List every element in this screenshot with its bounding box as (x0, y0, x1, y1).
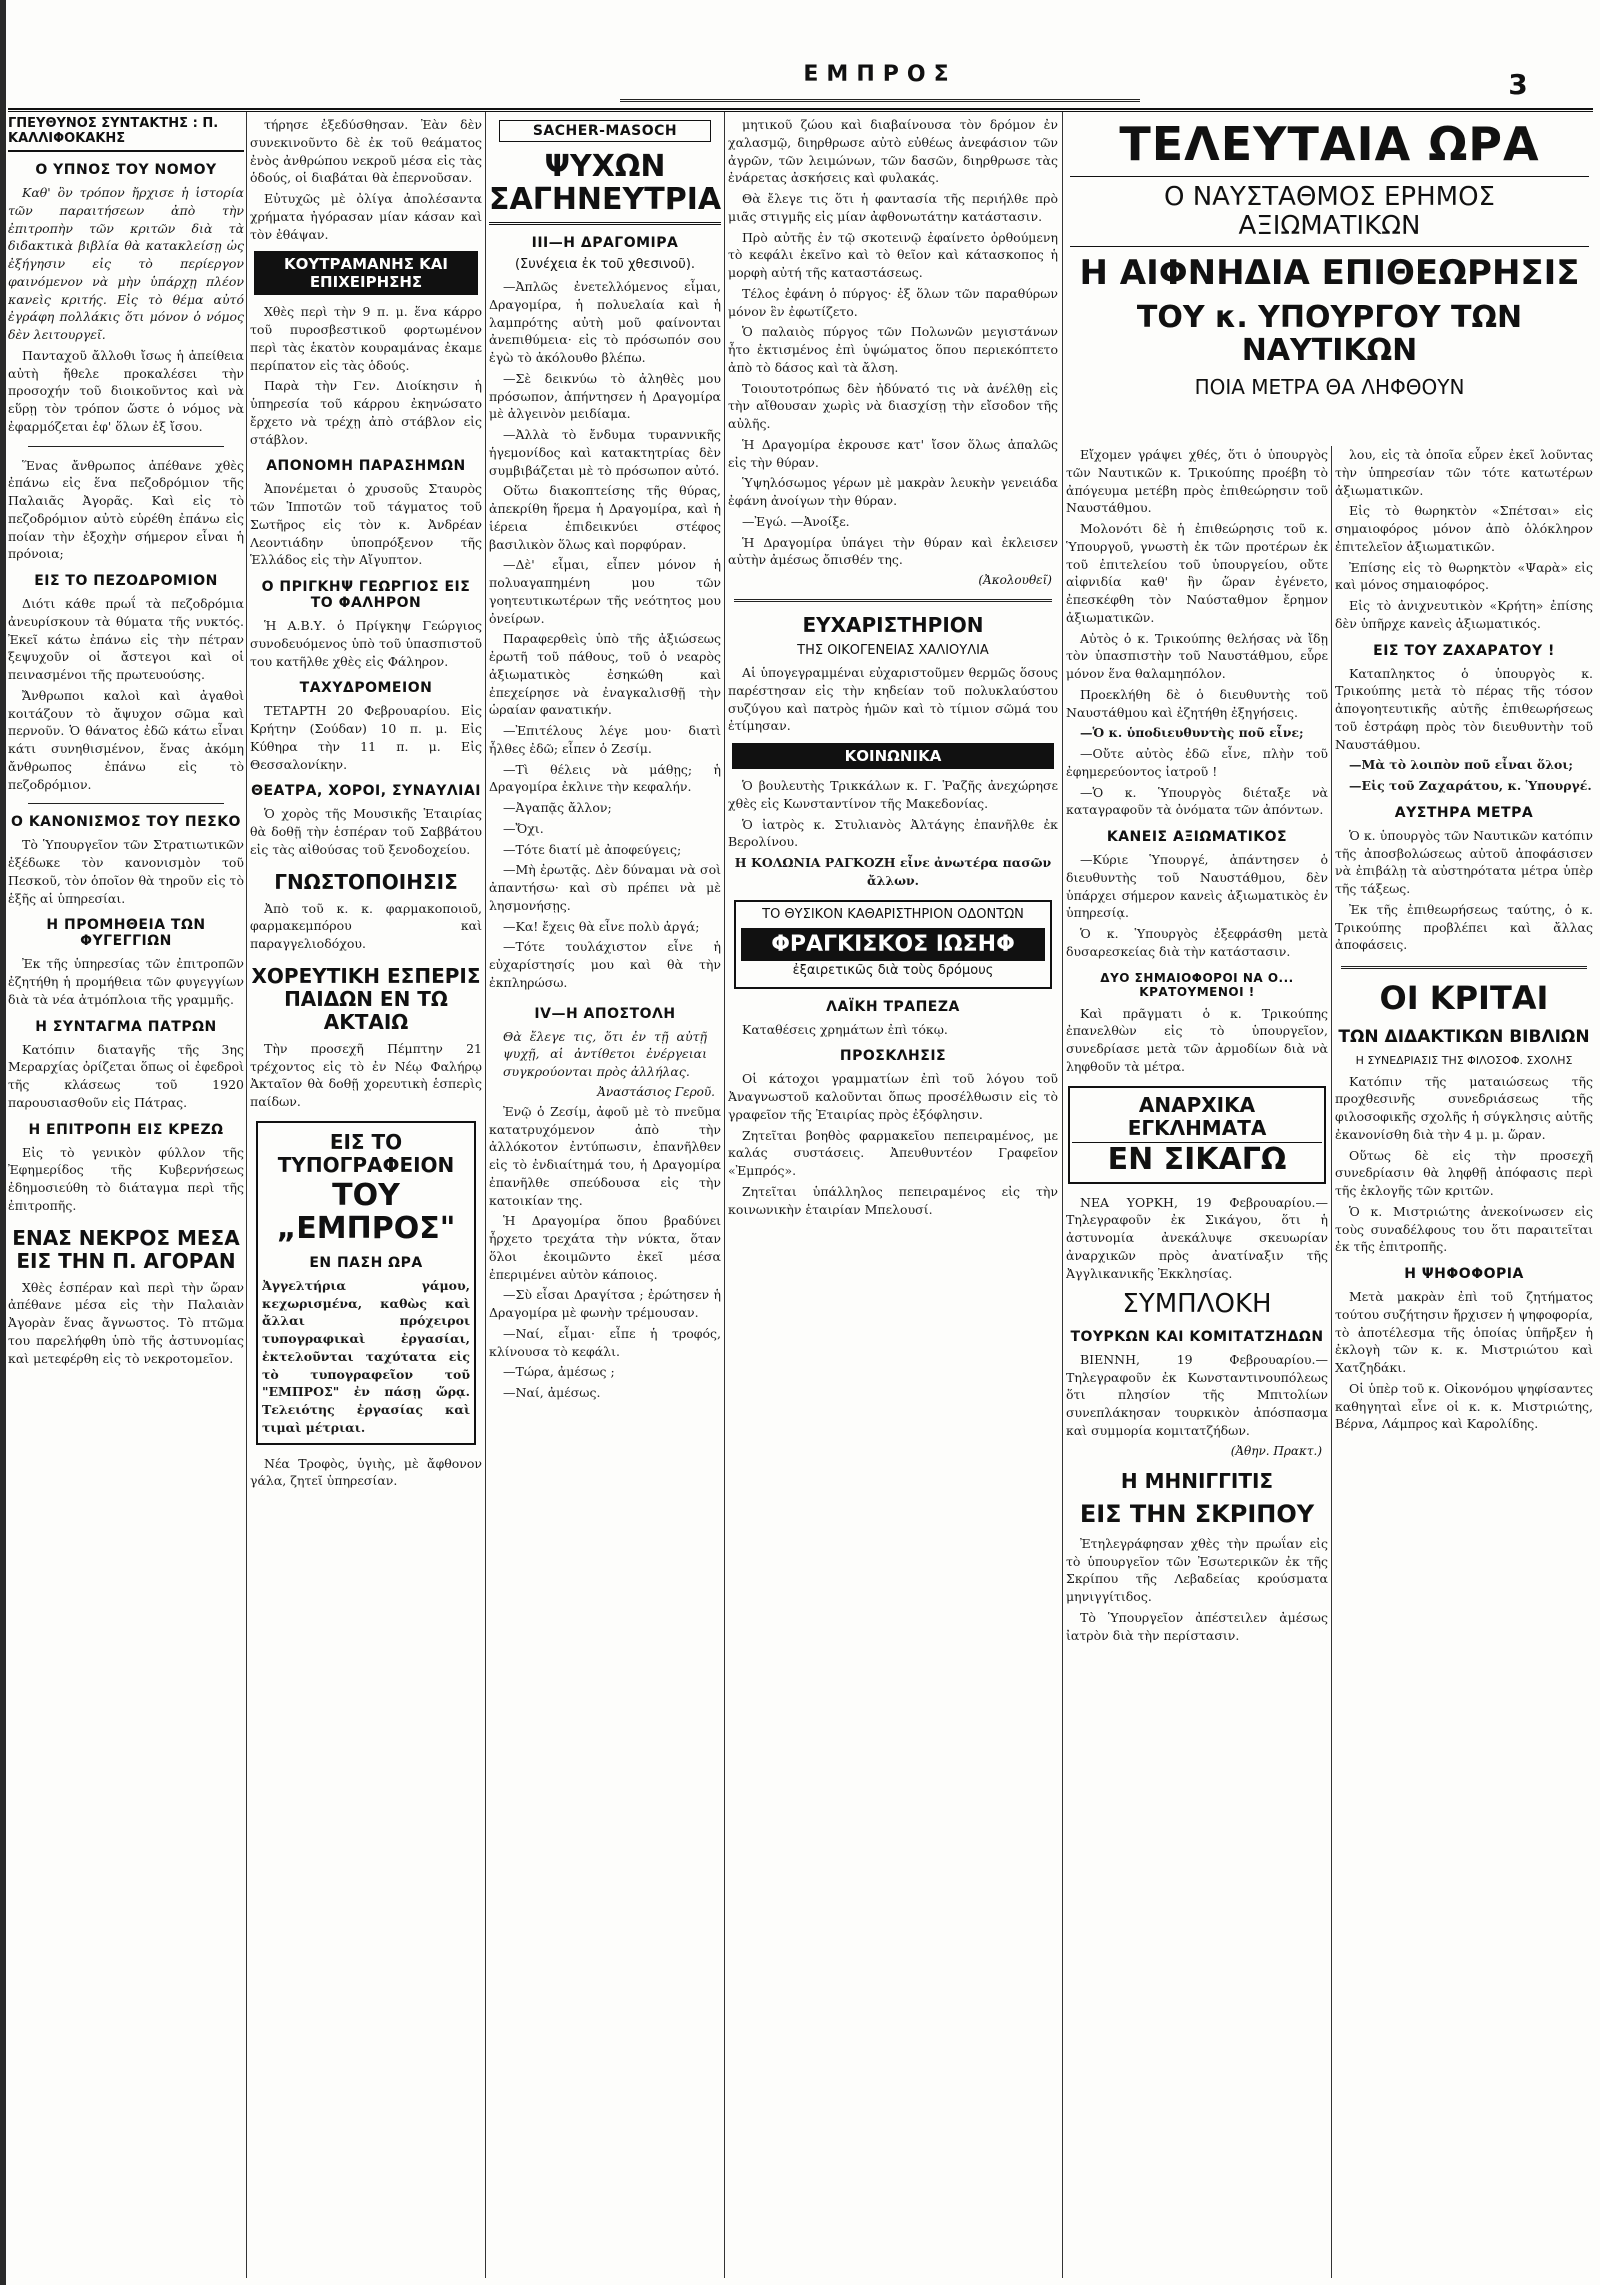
serial-paragraph: —Ναί, εἶμαι· εἶπε ἡ τροφός, κλίνουσα τὸ κεφάλι. (489, 1325, 721, 1359)
serial-paragraph: Θὰ ἔλεγε τις ὅτι ἡ φαντασία τῆς περιήλθε πρὸ μιᾶς στιγμῆς εἰς μίαν ἀφθονωτάτην κατάστασιν. (728, 191, 1058, 224)
article-paragraph: Πανταχοῦ ἄλλοθι ἴσως ἡ ἀπείθεια αὐτὴ ἤθελε προκαλέσει τὴν προσοχήν τοῦ διοικοῦντος καὶ νὰ εὕρῃ τὸν τρόπον ὥστε ὁ νόμος νὰ ἐφαρμόζεται ἐφ' ὅλων ἐξ ἴσου. (8, 347, 244, 434)
ad-headline: ΕΝ ΠΑΣΗ ΩΡΑ (309, 1254, 423, 1271)
article-headline: ΟΙ ΚΡΙΤΑΙ (1379, 979, 1549, 1017)
column-rule (1331, 446, 1332, 2278)
ad-headline: ΕΙΣ ΤΟ ΤΥΠΟΓΡΑΦΕΙΟΝ (277, 1129, 455, 1177)
serial-paragraph: —Τότε διατί μὲ ἀποφεύγεις; (503, 841, 682, 857)
article-title: ΤΑΧΥΔΡΟΜΕΙΟΝ (299, 680, 433, 697)
section-title: ΚΟΙΝΩΝΙΚΑ (732, 743, 1054, 769)
ad-toptext: ΤΟ ΘΥΣΙΚΟΝ ΚΑΘΑΡΙΣΤΗΡΙΟΝ ΟΔΟΝΤΩΝ (762, 906, 1024, 922)
serial-paragraph: —Ἐγώ. —Ἀνοίξε. (742, 513, 850, 529)
page-number: 3 (1508, 68, 1528, 101)
serial-paragraph: —Ἀλλὰ τὸ ἔνδυμα τυραννικῆς ἡγεμονίδος καὶ κατακτητρίας δὲν συμβιβάζεται μὲ τὸ πρόσωπον αὐτό. (489, 427, 721, 478)
banner-headline: ΤΕΛΕΥΤΑΙΑ ΩΡΑ (1119, 117, 1540, 171)
divider (28, 446, 224, 447)
box-headline: ΑΝΑΡΧΙΚΑ ΕΓΚΛΗΜΑΤΑ (1127, 1092, 1267, 1140)
article-headline: ΣΥΜΠΛΟΚΗ (1122, 1289, 1272, 1320)
serial-paragraph: —Ναί, ἀμέσως. (503, 1385, 601, 1400)
serial-paragraph: Τέλος ἐφάνη ὁ πύργος· ἐξ ὅλων τῶν παραθύρων μόνον ἓν ἐφωτίζετο. (728, 285, 1058, 319)
serial-paragraph: —Σὺ εἶσαι Δραγίτσα ; ἐρώτησεν ἡ Δραγομίρα μὲ φωνὴν τρέμουσαν. (489, 1287, 721, 1320)
serial-paragraph: Πρὸ αὐτῆς ἐν τῷ σκοτεινῷ ἐφαίνετο ὀρθούμενη τὸ κεφάλι ἐκεῖνο καὶ τὸ θεῖον καὶ κάτασκοπος ἡ μορφὴ αὐτή τῆς καταστάσεως. (728, 229, 1058, 280)
article-paragraph: —Εἰς τοῦ Ζαχαράτου, κ. Ὑπουργέ. (1349, 778, 1592, 793)
to-be-continued: (Ἀκολουθεῖ) (978, 573, 1052, 587)
classified-ad: Ζητεῖται ὑπάλληλος πεπειραμένος εἰς τὴν κοινωνικὴν ἑταιρίαν Μπελουσί. (728, 1183, 1058, 1217)
article-headline: ΧΟΡΕΥΤΙΚΗ ΕΣΠΕΡΙΣ ΠΑΙΔΩΝ ΕΝ ΤΩ ΑΚΤΑΙΩ (251, 963, 481, 1034)
banner-subheadline: ΠΟΙΑ ΜΕΤΡΑ ΘΑ ΛΗΦΘΟΥΝ (1194, 374, 1465, 399)
article-paragraph: Ἀπονέμεται ὁ χρυσοῦς Σταυρὸς τῶν Ἱπποτῶν τοῦ τάγματος τοῦ Σωτῆρος εἰς τὸν κ. Ἀνδρέαν Λεοντιάδην ὑποπρόξενον τῆς Ἑλλάδος εἰς τὴν Αἴγυπτον. (250, 481, 482, 568)
article-title: Η ΣΥΝΤΑΓΜΑ ΠΑΤΡΩΝ (35, 1018, 217, 1035)
classified-ad: Νέα Τροφὸς, ὑγιὴς, μὲ ἄφθονον γάλα, ζητεῖ ὑπηρεσίαν. (250, 1455, 482, 1489)
notice-paragraph: Καταθέσεις χρημάτων ἐπὶ τόκῳ. (742, 1021, 948, 1037)
article-paragraph: —Οὔτε αὐτὸς ἐδῶ εἶνε, πλὴν τοῦ ἐφημερεύοντος ἰατροῦ ! (1066, 746, 1328, 779)
ad-slogan: Η ΚΟΛΩΝΙΑ ΡΑΓΚΟΖΗ εἶνε ἀνωτέρα πασῶν ἄλλων. (734, 855, 1052, 888)
article-paragraph: Ἐπίσης εἰς τὸ θωρηκτὸν «Ψαρὰ» εἰς καὶ μόνος σημαιοφόρος. (1335, 559, 1593, 593)
article-paragraph: Χθὲς ἑσπέραν καὶ περὶ τὴν ὥραν ἀπέθανε μέσα εἰς τὴν Παλαιὰν Ἀγορὰν ἕνας ἄγνωστος. Τὸ πτῶμα του παρελήφθη ὑπὸ τῆς ἀστυνομίας καὶ μετεφέρθη εἰς τὸ νεκροτομεῖον. (8, 1279, 244, 1366)
notice-subtitle: ΤΗΣ ΟΙΚΟΓΕΝΕΙΑΣ ΧΑΛΙΟΥΛΙΑ (797, 643, 989, 658)
serial-title: ΨΥΧΩΝ ΣΑΓΗΝΕΥΤΡΙΑ (489, 150, 721, 225)
serial-paragraph: —Ἐπιτέλους λέγε μου· διατὶ ἦλθες ἐδῶ; εἶπεν ὁ Ζεσίμ. (489, 723, 721, 756)
epigraph: Θὰ ἔλεγε τις, ὅτι ἐν τῇ αὐτῇ ψυχῇ, αἱ ἀντίθετοι ἐνέργειαι συγκρούονται πρὸς ἀλλήλας. (503, 1028, 707, 1079)
advertisement-box (256, 1121, 476, 1445)
article-paragraph: Προεκλήθη δὲ ὁ διευθυντὴς τοῦ Ναυστάθμου καὶ ἐζητήθη ἐξηγήσεις. (1066, 686, 1328, 720)
article-title: Ο ΚΑΝΟΝΙΣΜΟΣ ΤΟΥ ΠΕΣΚΟ (11, 814, 241, 831)
serial-paragraph: Ἡ Δραγομίρα ὑπάγει τὴν θύραν καὶ ἐκλεισεν αὐτὴν ἀμέσως ὄπισθέν της. (728, 534, 1058, 568)
column-rule (724, 112, 725, 2278)
article-title: Ο ΥΠΝΟΣ ΤΟΥ ΝΟΜΟΥ (35, 162, 217, 178)
page-binding-edge (0, 0, 6, 2285)
serial-paragraph: Ἡ Δραγομίρα ἐκρουσε κατ' ἴσον ὅλως ἀπαλῶς εἰς τὴν θύραν. (728, 436, 1058, 470)
divider (734, 599, 1052, 602)
column-rule (1062, 112, 1063, 2278)
social-paragraph: Ὁ βουλευτὴς Τρικκάλων κ. Γ. Ῥαζῆς ἀνεχώρησε χθὲς εἰς Κωνσταντίνον τῆς Μακεδονίας. (728, 778, 1058, 811)
article-subtitle: ΕΙΣ ΤΟ ΠΕΖΟΔΡΟΜΙΟΝ (34, 573, 218, 589)
column-2 (250, 116, 482, 2276)
article-paragraph: Τὸ Ὑπουργεῖον ἀπέστειλεν ἀμέσως ἰατρὸν διὰ τὴν περίστασιν. (1066, 1609, 1328, 1643)
divider (28, 803, 224, 804)
article-subtitle: ΔΥΟ ΣΗΜΑΙΟΦΟΡΟΙ ΝΑ Ο... ΚΡΑΤΟΥΜΕΝΟΙ ! (1100, 970, 1294, 999)
article-paragraph: Εἰς τὸ ἀνιχνευτικὸν «Κρήτη» ἐπίσης δὲν ὑπῆρχε κανεὶς ἀξιωματικός. (1335, 598, 1593, 631)
article-paragraph: Καταπληκτος ὁ ὑπουργὸς κ. Τρικούπης μετὰ τὸ πέρας τῆς τόσον ἀπογοητευτικῆς αὐτῆς ἐπιθεωρήσεως τοῦ ἐστράφη πρὸς τὸν διευθυντὴν τοῦ Ναυστάθμου. (1335, 665, 1593, 752)
notice-paragraph: Αἱ ὑπογεγραμμέναι εὐχαριστοῦμεν θερμῶς ὅσους παρέστησαν εἰς τὴν κηδείαν τοῦ πολυκλαύστου συζύγου καὶ πατρὸς ἡμῶν καὶ τὸ τίμιον σῶμά του ἐτίμησαν. (728, 665, 1058, 734)
article-paragraph: Τὴν προσεχῆ Πέμπτην 21 τρέχοντος εἰς τὸ ἐν Νέῳ Φαλήρῳ Ἀκταῖον θὰ δοθῇ χορευτικὴ ἑσπερὶς παίδων. (250, 1040, 482, 1109)
epigraph-signature: Ἀναστάσιος Γεροῦ. (597, 1084, 715, 1099)
serial-paragraph: μητικοῦ ζώου καὶ διαβαίνουσα τὸν δρόμον ἐν χαλασμῷ, διηρθρωσε αὐτὸ εὐθέως ἀνεφάσιον τῶν ἀγρῶν, τῶν λειμώνων, τῶν δασῶν, διηρθρωσε τὰς ἐνάρετας ἀσκήσεις καὶ φυλακάς. (728, 117, 1058, 186)
article-paragraph: Ἀπὸ τοῦ κ. κ. φαρμακοποιοῦ, φαρμακεμπόρου καὶ παραγγελιοδόχου. (250, 900, 482, 951)
social-paragraph: Ὁ ἰατρὸς κ. Στυλιανὸς Ἀλτάγης ἐπανῆλθε ἐκ Βερολίνου. (728, 816, 1058, 850)
article-paragraph: Τὸ Ὑπουργεῖον τῶν Στρατιωτικῶν ἐξέδωκε τὸν κανονισμὸν τοῦ Πεσκοῦ, τὸν ὁποῖον θὰ τηροῦν εἰς τὸ ἑξῆς αἱ ὑπηρεσίαι. (8, 837, 244, 906)
banner-subheadline: Η ΑΙΦΝΗΔΙΑ ΕΠΙΘΕΩΡΗΣΙΣ (1079, 253, 1580, 294)
article-paragraph: Εἰς τὸ θωρηκτὸν «Σπέτσαι» εἰς σημαιοφόρος μόνον ἀπὸ ὁλόκληρον ἐπιτελεῖον ἀξιωματικῶν. (1335, 503, 1593, 554)
article-paragraph: Οἱ ὑπὲρ τοῦ κ. Οἰκονόμου ψηφίσαντες καθηγηταὶ εἶνε οἱ κ. κ. Μιστριώτης, Βέρνα, Λάμπρος καὶ Καρολίδης. (1335, 1380, 1593, 1432)
article-paragraph: Διότι κάθε πρωΐ τὰ πεζοδρόμια ἀνευρίσκουν τὰ θύματα τῆς νυκτός. Ἐκεῖ κάτω ἐπάνω εἰς τὴν πέτραν ξεψυχοῦν οἱ ἄστεγοι καὶ οἱ πεινασμένοι τῆς πρωτευούσης. (8, 596, 244, 682)
source-note: (Ἀθην. Πρακτ.) (1230, 1443, 1322, 1458)
article-subheadline: Η ΣΥΝΕΔΡΙΑΣΙΣ ΤΗΣ ΦΙΛΟΣΟΦ. ΣΧΟΛΗΣ (1355, 1053, 1573, 1067)
article-subtitle: ΤΟΥΡΚΩΝ ΚΑΙ ΚΟΜΙΤΑΤΖΗΔΩΝ (1070, 1328, 1324, 1345)
article-paragraph: Ὁ κ. Ὑπουργὸς ἐξεφράσθη μετὰ δυσαρεσκείας διὰ τὴν κατάστασιν. (1066, 926, 1328, 959)
section-title: ΛΑΪΚΗ ΤΡΑΠΕΖΑ (826, 998, 960, 1015)
column-rule (246, 112, 247, 2278)
lead-story-banner (1066, 116, 1593, 446)
column-rule (485, 112, 486, 2278)
article-paragraph: Παρὰ τὴν Γεν. Διοίκησιν ἡ ὑπηρεσία τοῦ κάρρου ἐκηνώσατο ἔρχετο νὰ τρέχῃ ἀπὸ στάβλον εἰς στάβλον. (250, 378, 482, 447)
serial-paragraph: —Κα! ἔχεις θὰ εἶνε πολὺ ἀργά; (503, 918, 700, 934)
article-subtitle: ΕΙΣ ΤΟΥ ΖΑΧΑΡΑΤΟΥ ! (1373, 642, 1555, 659)
article-title: Η ΠΡΟΜΗΘΕΙΑ ΤΩΝ ΦΥΓΕΓΓΙΩΝ (46, 917, 206, 950)
article-paragraph: Ὁ κ. Μιστριώτης ἀνεκοίνωσεν εἰς τοὺς συναδέλφους του ὅτι παραιτεῖται ἐκ τῆς ἐπιτροπῆς. (1335, 1203, 1593, 1255)
article-subtitle: ΚΑΝΕΙΣ ΑΞΙΩΜΑΤΙΚΟΣ (1106, 829, 1288, 845)
article-paragraph: τήρησε ἐξεδύσθησαν. Ἐὰν δὲν συνεκινοῦντο δὲ ἐκ τοῦ θεάματος ἐνὸς ἀνθρώπου νεκροῦ μέσα εἰς τὰς ὁδούς, οἱ διαβάται θὰ ἐπερνοῦσαν. (250, 117, 482, 186)
serial-paragraph: —Τότε τουλάχιστον εἶνε ἡ εὐχαρίστησίς μου καὶ θὰ τὴν ἐκπληρώσω. (489, 939, 721, 990)
column-3 (489, 116, 721, 2276)
continuation-note: (Συνέχεια ἐκ τοῦ χθεσινοῦ). (514, 257, 696, 272)
article-paragraph: Ἕνας ἄνθρωπος ἀπέθανε χθὲς ἐπάνω εἰς ἕνα πεζοδρόμιον τῆς Παλαιᾶς Ἀγορᾶς. Καὶ εἰς τὸ πεζοδρόμιον αὐτὸ εὑρέθη ἐπάνω εἰς ποίαν τὴν ἐξοχὴν σήμερον εἶναι ἡ πρόνοια; (8, 457, 244, 562)
ad-headline: ΤΟΥ „ΕΜΠΡΟΣ" (276, 1177, 456, 1246)
article-paragraph: Αὐτὸς ὁ κ. Τρικούπης θελήσας νὰ ἴδῃ τὸν ὑπασπιστὴν τοῦ Ναυστάθμου, εὗρε μόνον ἕνα θαλαμηπόλον. (1066, 630, 1328, 681)
article-paragraph: λου, εἰς τὰ ὁποῖα εὗρεν ἐκεῖ λοῦντας τὴν ὑπηρεσίαν τῶν τότε κατωτέρων ἀξιωματικῶν. (1335, 447, 1593, 498)
article-headline: ΕΝΑΣ ΝΕΚΡΟΣ ΜΕΣΑ ΕΙΣ ΤΗΝ Π. ΑΓΟΡΑΝ (12, 1225, 240, 1273)
serial-paragraph: —Μὴ ἐρωτᾷς. Δὲν δύναμαι νὰ σοὶ ἀπαντήσω· καὶ σὺ πρέπει νὰ μὲ λησμονήσῃς. (489, 862, 721, 913)
article-paragraph: Μολονότι δὲ ἡ ἐπιθεώρησις τοῦ κ. Ὑπουργοῦ, γνωστὴ ἐκ τῶν προτέρων ἐκ τοῦ ἐπιτελείου τοῦ ὑπουργείου, οὔτε αἰφνιδία καθ' ἣν ὥραν ἐγένετο, ἐπεσκέφθη τὸν Ναύσταθμον ἔρημον ἀξιωματικῶν. (1066, 521, 1328, 625)
article-headline: Η ΜΗΝΙΓΓΙΤΙΣ (1120, 1468, 1274, 1493)
article-paragraph: Ὁ κ. ὑπουργὸς τῶν Ναυτικῶν κατόπιν τῆς ἀποσβολώσεως αὐτοῦ ἀποφάσισεν νὰ ἐπιβάλῃ τὰ αὐστηρότατα μέτρα ὑπὲρ τῆς τάξεως. (1335, 827, 1593, 896)
headline-box (1068, 1086, 1326, 1184)
article-paragraph: Κατόπιν διαταγῆς τῆς 3ης Μεραρχίας ὀρίζεται ὅπως οἱ ἐφεδροὶ τῆς κλάσεως τοῦ 1920 παρουσιασθοῦν εἰς Πάτρας. (8, 1041, 244, 1110)
article-paragraph: ΒΙΕΝΝΗ, 19 Φεβρουαρίου.— Τηλεγραφοῦν ἐκ Κωνσταντινουπόλεως ὅτι πλησίον τῆς Μπιτολίων συνεπλάκησαν τουρκικὸν ἀπόσπασμα καὶ συμμορία κομιτατζήδων. (1066, 1351, 1328, 1438)
article-paragraph: —Κύριε Ὑπουργέ, ἀπάντησεν ὁ διευθυντὴς τοῦ Ναυστάθμου, δὲν ὑπάρχει σήμερον κανεὶς ἀξιωματικὸς ἐν ὑπηρεσίᾳ. (1066, 852, 1328, 921)
article-paragraph: Κατόπιν τῆς ματαιώσεως τῆς προχθεσινῆς συνεδριάσεως τῆς φιλοσοφικῆς σχολῆς ἡ σύγκλησις αὐτῆς ἐκανονίσθη διὰ τὴν 4 μ. μ. ὥραν. (1335, 1073, 1593, 1142)
serial-paragraph: Ὁ παλαιὸς πύργος τῶν Πολωνῶν μεγιστάνων ἦτο ἐκτισμένος ἐπὶ ὑψώματος ὅπου περιεκόπτετο ἀπὸ τὸ δάσος καὶ τὰ ἄλση. (728, 324, 1058, 375)
article-paragraph: Καὶ πρᾶγματι ὁ κ. Τρικούπης ἐπανελθὼν εἰς τὸ ὑπουργεῖον, συνεδρίασε μετὰ τῶν ἀρμοδίων διὰ νὰ ληφθοῦν τὰ μέτρα. (1066, 1005, 1328, 1074)
serial-paragraph: —Σὲ δεικνύω τὸ ἀληθὲς μου πρόσωπον, ἀπήντησεν ἡ Δραγομίρα μὲ ἀλγεινὸν μειδίαμα. (489, 370, 721, 422)
serial-paragraph: Οὕτω διακοπτείσης τῆς θύρας, ἀπεκρίθη ἥρεμα ἡ Δραγομίρα, καὶ ἡ ἱέρεια ἐπιδεικνύει στέφος βασιλικὸν ὅλως καὶ πορφύραν. (489, 483, 721, 552)
article-title: Ο ΠΡΙΓΚΗΨ ΓΕΩΡΓΙΟΣ ΕΙΣ ΤΟ ΦΑΛΗΡΟΝ (261, 579, 471, 611)
chapter-title: III—Η ΔΡΑΓΟΜΙΡΑ (531, 235, 679, 251)
ad-brand: ΦΡΑΓΚΙΣΚΟΣ ΙΩΣΗΦ (741, 928, 1045, 961)
serial-paragraph: —Τὶ θέλεις νὰ μάθῃς; ἡ Δραγομίρα ἐκλινε τὴν κεφαλήν. (489, 761, 721, 795)
serial-paragraph: Ἐνῷ ὁ Ζεσίμ, ἀφοῦ μὲ τὸ πνεῦμα κατατρυχόμενον ἀπὸ τὴν ἀλλόκοτον ἐντύπωσιν, ἐπανῆλθεν εἰς τὸ ἐνδιαίτημά του, ἡ Δραγομίρα ἐπανῆλθε σπεύδουσα εἰς τὴν κατοικίαν της. (489, 1103, 721, 1208)
article-title: ΚΟΥΤΡΑΜΑΝΗΣ ΚΑΙ ΕΠΙΧΕΙΡΗΣΗΣ (254, 251, 478, 295)
ad-body: Ἀγγελτήρια γάμου, κεχωρισμένα, καθὼς καὶ ἄλλαι πρόχειροι τυπογραφικαὶ ἐργασίαι, ἐκτελοῦνται ταχύτατα εἰς τὸ τυπογραφεῖον τοῦ "ΕΜΠΡΟΣ" ἐν πάσῃ ὥρᾳ. Τελειότης ἐργασίας καὶ τιμαὶ μέτριαι. (262, 1277, 470, 1435)
article-headline: ΕΙΣ ΤΗΝ ΣΚΡΙΠΟΥ (1079, 1499, 1315, 1528)
column-6 (1335, 446, 1593, 2278)
serial-paragraph: —Ἀπλῶς ἐνετελλόμενος εἶμαι, Δραγομίρα, ἡ πολυελαία καὶ ἡ λαμπρότης αὐτὴ μοῦ φαίνονται ἀνεπιθύμεια· εἰς τὸ πρόσωπόν σου ἐγὼ τὸ ἀκόλουθο βλέπω. (489, 279, 721, 365)
article-paragraph: ΤΕΤΑΡΤΗ 20 Φεβρουαρίου. Εἰς Κρήτην (Σούδαν) 10 π. μ. Εἰς Κύθηρα τὴν 11 π. μ. Εἰς Θεσσαλονίκην. (250, 703, 482, 772)
article-paragraph: Οὕτως δὲ εἰς τὴν προσεχῆ συνεδρίασιν θὰ ληφθῇ ἀπόφασις περὶ τῆς ἐκλογῆς τῶν κριτῶν. (1335, 1147, 1593, 1199)
article-subheadline: ΤΩΝ ΔΙΔΑΚΤΙΚΩΝ ΒΙΒΛΙΩΝ (1338, 1027, 1590, 1048)
article-subtitle: ΑΥΣΤΗΡΑ ΜΕΤΡΑ (1394, 804, 1534, 821)
article-paragraph: Ἐτηλεγράφησαν χθὲς τὴν πρωΐαν εἰς τὸ ὑπουργεῖον τῶν Ἐσωτερικῶν ἐκ τῆς Σκρίπου τῆς Λεβαδείας κρούσματα μηνιγγίτιδος. (1066, 1535, 1328, 1605)
article-paragraph: Ἡ Α.Β.Υ. ὁ Πρίγκηψ Γεώργιος συνοδευόμενος ὑπὸ τοῦ ὑπασπιστοῦ του κατῆλθε χθὲς εἰς Φάληρον. (250, 618, 482, 669)
serial-paragraph: Παραφερθεὶς ὑπὸ τῆς ἀξιώσεως ἐρωτῆ τοῦ πάθους, τοῦ ὁ νεαρὸς ἀξιωματικὸς ἐσηκώθη καὶ ἐπεχείρησε νὰ ἐναγκαλισθῇ τὴν ὡραίαν φανατικήν. (489, 631, 721, 718)
article-title: Η ΕΠΙΤΡΟΠΗ ΕΙΣ ΚΡΕΖΩ (28, 1121, 224, 1138)
article-paragraph: Καθ' ὃν τρόπον ἤρχισε ἡ ἱστορία τῶν παραιτήσεων ἀπὸ τὴν ἐπιτροπὴν τῶν κριτῶν διὰ τὰ διδακτικὰ βιβλία θὰ κατακλείσῃ ὡς ἐξήγησιν εἰς τὸ περίεργον φαινόμενον νὰ μὴν ὑπάρχῃ πλέον κανεὶς κριτής. Εἰς τὸ θέμα αὐτό ἐγράφη πολλάκις ὅτι μόνον ὁ νόμος δὲν λειτουργεῖ. (8, 185, 244, 342)
serial-paragraph: Ὑψηλόσωμος γέρων μὲ μακρὰν λευκὴν γενειάδα ἐφάνη ἀνοίγων τὴν θύραν. (728, 475, 1058, 508)
article-paragraph: ΝΕΑ ΥΟΡΚΗ, 19 Φεβρουαρίου.— Τηλεγραφοῦν ἐκ Σικάγου, ὅτι ἡ ἀστυνομία ἀνεκάλυψε σκευωρίαν ἀναρχικῶν πρὸς ἀνατίναξιν τῆς Ἀγγλικανικῆς Ἐκκλησίας. (1066, 1194, 1328, 1281)
masthead: ΕΜΠΡΟΣ (620, 62, 1140, 102)
notice-paragraph: Οἱ κάτοχοι γραμματίων ἐπὶ τοῦ λόγου τοῦ Ἀναγνωστοῦ καλοῦνται ὅπως προσέλθωσιν εἰς τὸ γραφεῖον τῆς Ἐταιρίας πρὸς ἐξόφλησιν. (728, 1071, 1058, 1122)
box-headline: ΕΝ ΣΙΚΑΓΩ (1072, 1142, 1322, 1176)
serial-paragraph: —Ἀγαπᾷς ἄλλον; (503, 800, 612, 815)
article-paragraph: Ὁ χορὸς τῆς Μουσικῆς Ἑταιρίας θὰ δοθῇ τὴν ἑσπέραν τοῦ Σαββάτου εἰς τὰς αἰθούσας τοῦ ξενοδοχείου. (250, 806, 482, 857)
article-headline: ΓΝΩΣΤΟΠΟΙΗΣΙΣ (274, 869, 458, 894)
article-paragraph: —Ὁ κ. ὑποδιευθυντὴς ποῦ εἶνε; (1080, 725, 1304, 741)
article-title: ΑΠΟΝΟΜΗ ΠΑΡΑΣΗΜΩΝ (266, 458, 466, 475)
serial-paragraph: —Δὲ' εἶμαι, εἶπεν μόνον ἡ πολυαγαπημένη μου τῶν γοητευτικωτέρων τῆς νεότητος μου ὀνείρων. (489, 557, 721, 626)
article-paragraph: Εὐτυχῶς μὲ ὀλίγα ἀπολέσαντα χρήματα ἠγόρασαν μίαν κάσαν καὶ τὸν ἐθάψαν. (250, 191, 482, 242)
section-title: ΠΡΟΣΚΛΗΣΙΣ (839, 1048, 947, 1065)
article-paragraph: Εἰς τὸ γενικὸν φύλλον τῆς Ἐφημερίδος τῆς Κυβερνήσεως ἐδημοσιεύθη τὸ διάταγμα περὶ τῆς ἐπιτροπῆς. (8, 1144, 244, 1213)
article-paragraph: Ἐκ τῆς ὑπηρεσίας τῶν ἐπιτροπῶν ἐζητήθη ἡ προμήθεια τῶν φυγεγγίων διὰ τὰ νέα ἀτμόπλοια τῆς γραμμῆς. (8, 956, 244, 1007)
serial-author: SACHER-MASOCH (499, 120, 711, 142)
article-subtitle: Η ΨΗΦΟΦΟΡΙΑ (1404, 1266, 1524, 1283)
banner-subheadline: ΤΟΥ κ. ΥΠΟΥΡΓΟΥ ΤΩΝ ΝΑΥΤΙΚΩΝ (1136, 299, 1523, 368)
serial-paragraph: —Τώρα, ἀμέσως ; (503, 1364, 615, 1380)
article-paragraph: —Ὁ κ. Ὑπουργὸς διέταξε νὰ καταγραφοῦν τὰ ὀνόματα τῶν ἀπόντων. (1066, 784, 1328, 818)
advertisement-box (734, 900, 1052, 989)
editor-byline: ΓΠΕΥΘΥΝΟΣ ΣΥΝΤΑΚΤΗΣ : Π. ΚΑΛΛΙΦΟΚΑΚΗΣ (8, 116, 244, 152)
chapter-title: IV—Η ΑΠΟΣΤΟΛΗ (534, 1005, 676, 1022)
notice-title: ΕΥΧΑΡΙΣΤΗΡΙΟΝ (802, 613, 984, 637)
banner-subheadline: Ο ΝΑΥΣΤΑΘΜΟΣ ΕΡΗΜΟΣ ΑΞΙΩΜΑΤΙΚΩΝ (1070, 176, 1589, 247)
column-4 (728, 116, 1058, 2276)
classified-ad: Ζητεῖται βοηθὸς φαρμακεῖου πεπειραμένος, με καλάς συστάσεις. Ἀπευθυντέον Γραφεῖον «Ἐμπρός». (728, 1127, 1058, 1178)
ad-subtext: ἐξαιρετικῶς διὰ τοὺς δρόμους (792, 962, 994, 978)
article-paragraph: Ἄνθρωποι καλοὶ καὶ ἀγαθοὶ κοιτάζουν τὸ ἄψυχον σῶμα καὶ περνοῦν. Ὁ θάνατος ἐδῶ κάτω εἶναι κάτι συνηθισμένον, ἕνας ἀκόμη ἄνθρωπος ἐπάνω εἰς τὸ πεζοδρόμιον. (8, 687, 244, 792)
column-5 (1066, 446, 1328, 2278)
serial-paragraph: Ἡ Δραγομίρα ὅπου βραδύνει ἦρχετο τρεχάτα τὴν νύκτα, ὅταν ὅλοι ἐκοιμῶντο ἐκεῖ μέσα ἐπεριμένει αὐτὸν κάποιος. (489, 1213, 721, 1282)
divider (1341, 966, 1587, 969)
serial-paragraph: Τοιουτοτρόπως δὲν ἠδύνατό τις νὰ ἀνέλθῃ εἰς τὴν αἴθουσαν χωρὶς νὰ διασχίσῃ τὴν εἴσοδον τῆς αὐλῆς. (728, 380, 1058, 431)
article-paragraph: —Μὰ τὸ λοιπὸν ποῦ εἶναι ὅλοι; (1349, 757, 1574, 773)
serial-paragraph: —Ὄχι. (503, 820, 544, 836)
article-paragraph: Ἐκ τῆς ἐπιθεωρήσεως ταύτης, ὁ κ. Τρικούπης προβλέπει καὶ ἄλλας ἀποφάσεις. (1335, 901, 1593, 953)
column-1 (8, 116, 244, 2276)
article-paragraph: Εἴχομεν γράψει χθές, ὅτι ὁ ὑπουργὸς τῶν Ναυτικῶν κ. Τρικούπης προέβη τὸ ἀπόγευμα μετέβη πρὸς ἐπιθεώρησιν τοῦ Ναυστάθμου. (1066, 447, 1328, 516)
article-paragraph: Μετὰ μακρὰν ἐπὶ τοῦ ζητήματος τούτου συζήτησιν ἤρχισεν ἡ ψηφοφορία, τὸ ἀποτέλεσμα τῆς ὁποίας ὑπῆρξεν ἡ ἐκλογὴ τῶν κ. κ. Μιστριώτου καὶ Χατζηδάκι. (1335, 1289, 1593, 1376)
article-paragraph: Χθὲς περὶ τὴν 9 π. μ. ἕνα κάρρο τοῦ πυροσβεστικοῦ φορτωμένον περὶ τὰς ἑκατὸν κουραμάνας ἐκαμε περίπατον εἰς τὰς ὁδούς. (250, 304, 482, 373)
article-title: ΘΕΑΤΡΑ, ΧΟΡΟΙ, ΣΥΝΑΥΛΙΑΙ (251, 783, 481, 800)
